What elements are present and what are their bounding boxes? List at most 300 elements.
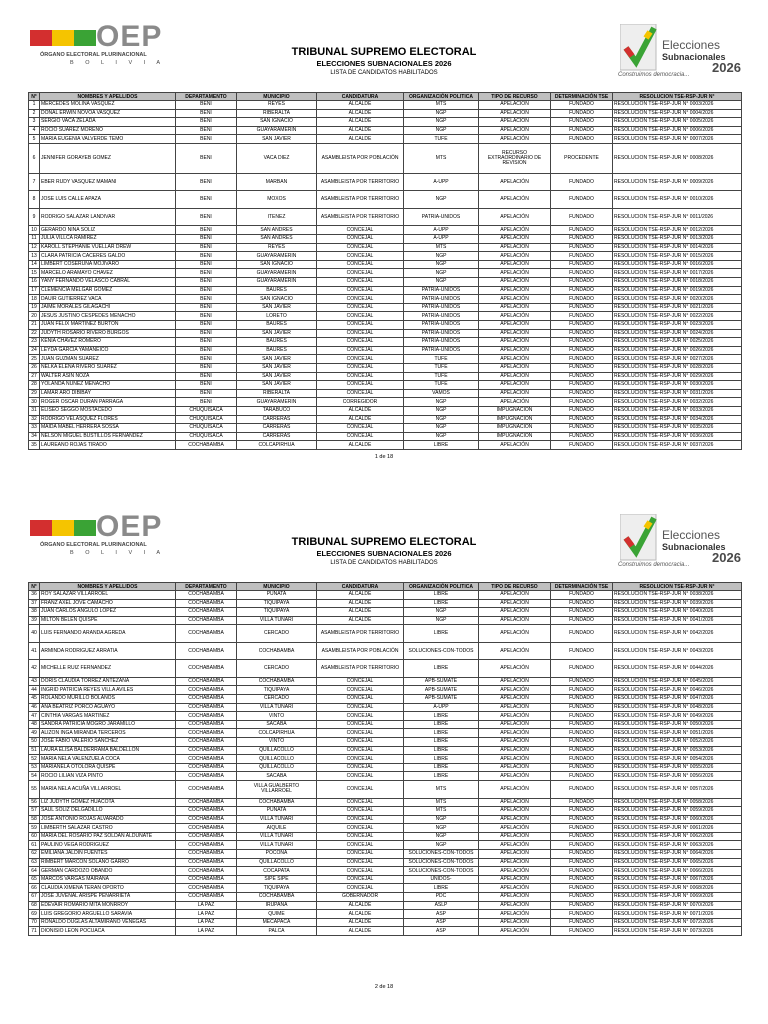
oep-logo-text: OEP	[96, 20, 163, 53]
document-subtitle: ELECCIONES SUBNACIONALES 2026	[316, 59, 452, 68]
table-cell: FUNDADO	[551, 208, 613, 226]
table-row	[29, 824, 742, 833]
table-row	[29, 599, 742, 608]
table-cell: CONCEJAL	[317, 832, 404, 841]
table-cell: EDEVAIR ROMARIO MITA MONRROY	[40, 901, 176, 910]
table-cell: NGP	[404, 278, 479, 287]
table-cell: CARRERAS	[237, 424, 317, 433]
table-cell: RESOLUCION TSE-RSP-JUR N° 0067/2026	[613, 875, 742, 884]
table-cell: ALCALDE	[317, 441, 404, 450]
table-cell: COCHABAMBA	[176, 660, 237, 678]
table-cell: FUNDADO	[551, 841, 613, 850]
election-logo-line1: Elecciones	[662, 528, 721, 542]
table-cell: LIBRE	[404, 763, 479, 772]
table-row	[29, 424, 742, 433]
table-cell: FUNDADO	[551, 867, 613, 876]
table-cell: FUNDADO	[551, 363, 613, 372]
checkmark-icon	[620, 24, 660, 74]
table-cell: CLAUDIA XIMENA TERAN OPORTO	[40, 884, 176, 893]
table-cell: APELACIÓN	[479, 729, 551, 738]
table-cell: CONCEJAL	[317, 755, 404, 764]
table-row	[29, 772, 742, 781]
table-cell: BENI	[176, 126, 237, 135]
table-cell: FUNDADO	[551, 441, 613, 450]
table-cell: 4	[29, 126, 40, 135]
table-cell: CONCEJAL	[317, 424, 404, 433]
table-cell: JUAN CARLOS ANGULO LOPEZ	[40, 608, 176, 617]
table-cell: 53	[29, 763, 40, 772]
table-cell: RIMBERT MARCON SOLANO GARRO	[40, 858, 176, 867]
table-cell: FUNDADO	[551, 755, 613, 764]
table-cell: FUNDADO	[551, 772, 613, 781]
table-row	[29, 235, 742, 244]
table-cell: SAN JAVIER	[237, 372, 317, 381]
table-cell: RESOLUCION TSE-RSP-JUR N° 0044/2026	[613, 660, 742, 678]
table-cell: ANA BEATRIZ PORCO AGUAYO	[40, 703, 176, 712]
table-cell: CONCEJAL	[317, 686, 404, 695]
table-cell: APELACIÓN	[479, 303, 551, 312]
table-cell: BENI	[176, 321, 237, 330]
table-row	[29, 712, 742, 721]
table-cell: REYES	[237, 101, 317, 110]
table-cell: CONCEJAL	[317, 807, 404, 816]
table-cell: RESOLUCION TSE-RSP-JUR N° 0047/2026	[613, 695, 742, 704]
table-cell: NGP	[404, 118, 479, 127]
table-cell: FUNDADO	[551, 329, 613, 338]
table-cell: ASAMBLEISTA POR TERRITORIO	[317, 191, 404, 209]
table-cell: FUNDADO	[551, 798, 613, 807]
table-cell: COCHABAMBA	[176, 599, 237, 608]
table-cell: FUNDADO	[551, 832, 613, 841]
table-cell: 7	[29, 173, 40, 191]
table-cell: BENI	[176, 191, 237, 209]
table-cell: NGP	[404, 126, 479, 135]
table-cell: APB-SUMATE	[404, 686, 479, 695]
table-cell: 39	[29, 616, 40, 625]
table-cell: FUNDADO	[551, 243, 613, 252]
table-cell: CONCEJAL	[317, 738, 404, 747]
table-cell: BENI	[176, 226, 237, 235]
table-cell: CONCEJAL	[317, 243, 404, 252]
table-cell: COCHABAMBA	[176, 815, 237, 824]
table-cell: VILLA TUNARI	[237, 815, 317, 824]
table-cell: PROCEDENTE	[551, 143, 613, 173]
table-row	[29, 243, 742, 252]
table-cell: APELACIÓN	[479, 191, 551, 209]
table-cell: NGP	[404, 406, 479, 415]
table-cell: ROY SALAZAR VILLARROEL	[40, 591, 176, 600]
table-cell: BENI	[176, 101, 237, 110]
table-row	[29, 703, 742, 712]
table-cell: 44	[29, 686, 40, 695]
table-cell: APELACIÓN	[479, 677, 551, 686]
table-cell: FUNDADO	[551, 729, 613, 738]
table-header-row	[29, 93, 742, 101]
table-cell: LAURA ELISA BALDERRAMA BALDELLON	[40, 746, 176, 755]
table-cell: RESOLUCION TSE-RSP-JUR N° 0029/2026	[613, 372, 742, 381]
table-cell: COCHABAMBA	[176, 441, 237, 450]
table-cell: APELACIÓN	[479, 807, 551, 816]
table-cell: RESOLUCION TSE-RSP-JUR N° 0019/2026	[613, 286, 742, 295]
table-cell: CONCEJAL	[317, 824, 404, 833]
table-cell: FUNDADO	[551, 321, 613, 330]
table-cell: APELACIÓN	[479, 338, 551, 347]
table-cell: 40	[29, 625, 40, 643]
table-cell: RECURSO EXTRAORDINARIO DE REVISION	[479, 143, 551, 173]
table-cell: FUNDADO	[551, 858, 613, 867]
table-cell: RIBERALTA	[237, 389, 317, 398]
table-cell: CONCEJAL	[317, 312, 404, 321]
table-cell: APELACIÓN	[479, 625, 551, 643]
table-cell: COCHABAMBA	[176, 686, 237, 695]
table-cell: 21	[29, 321, 40, 330]
table-cell: APELACIÓN	[479, 295, 551, 304]
table-row	[29, 850, 742, 859]
table-cell: RESOLUCION TSE-RSP-JUR N° 0005/2026	[613, 118, 742, 127]
page-number: 2 de 18	[374, 984, 394, 990]
table-cell: JOSE JUVENAL ARISPE PEÑARRIETA	[40, 893, 176, 902]
table-row	[29, 591, 742, 600]
table-cell: MARCOS VARGAS MAIRANA	[40, 875, 176, 884]
table-cell: APELACIÓN	[479, 346, 551, 355]
table-cell: COCHABAMBA	[176, 781, 237, 799]
table-cell: CONCEJAL	[317, 278, 404, 287]
table-cell: PATRIA-UNIDOS	[404, 312, 479, 321]
table-cell: ALCALDE	[317, 927, 404, 936]
table-row	[29, 686, 742, 695]
table-cell: COCHABAMBA	[176, 712, 237, 721]
table-row	[29, 269, 742, 278]
table-row	[29, 858, 742, 867]
table-cell: RESOLUCION TSE-RSP-JUR N° 0060/2026	[613, 815, 742, 824]
table-cell: APELACIÓN	[479, 850, 551, 859]
table-cell: RESOLUCION TSE-RSP-JUR N° 0041/2026	[613, 616, 742, 625]
table-cell: APELACIÓN	[479, 755, 551, 764]
table-cell: APELACIÓN	[479, 321, 551, 330]
table-cell: VILLA GUALBERTO VILLARROEL	[237, 781, 317, 799]
document-title: TRIBUNAL SUPREMO ELECTORAL	[291, 46, 477, 58]
table-cell: CHUQUISACA	[176, 424, 237, 433]
table-cell: RESOLUCION TSE-RSP-JUR N° 0025/2026	[613, 338, 742, 347]
table-cell: CORREGIDOR	[317, 398, 404, 407]
table-cell: ALCALDE	[317, 109, 404, 118]
table-cell: 13	[29, 252, 40, 261]
table-cell: APELACIÓN	[479, 355, 551, 364]
table-cell: ASAMBLEISTA POR POBLACIÓN	[317, 143, 404, 173]
table-row	[29, 109, 742, 118]
table-cell: COCHABAMBA	[176, 591, 237, 600]
table-cell: REYES	[237, 243, 317, 252]
table-cell: SAN ANDRES	[237, 235, 317, 244]
table-cell: WALTER ASIN NOZA	[40, 372, 176, 381]
table-cell: FUNDADO	[551, 677, 613, 686]
table-cell: FUNDADO	[551, 807, 613, 816]
table-cell: MERCEDES MOLINA VASQUEZ	[40, 101, 176, 110]
table-row	[29, 135, 742, 144]
table-cell: NGP	[404, 415, 479, 424]
table-cell: LA PAZ	[176, 910, 237, 919]
table-cell: 60	[29, 832, 40, 841]
column-header: NOMBRES Y APELLIDOS	[40, 93, 176, 101]
table-cell: RESOLUCION TSE-RSP-JUR N° 0051/2026	[613, 729, 742, 738]
table-cell: 24	[29, 346, 40, 355]
table-cell: RESOLUCION TSE-RSP-JUR N° 0021/2026	[613, 303, 742, 312]
table-cell: LIMBERT COSERUNA MOJIVARO	[40, 260, 176, 269]
table-cell: FUNDADO	[551, 173, 613, 191]
table-cell: FUNDADO	[551, 875, 613, 884]
table-cell: APELACIÓN	[479, 746, 551, 755]
table-cell: 35	[29, 441, 40, 450]
column-header: TIPO DE RECURSO	[479, 93, 551, 101]
table-row	[29, 901, 742, 910]
table-cell: 37	[29, 599, 40, 608]
table-cell: BENI	[176, 173, 237, 191]
table-cell: APELACIÓN	[479, 642, 551, 660]
table-cell: APELACIÓN	[479, 135, 551, 144]
table-row	[29, 875, 742, 884]
table-cell: BENI	[176, 109, 237, 118]
table-cell: BENI	[176, 243, 237, 252]
table-cell: DIONISIO LEON POCUACA	[40, 927, 176, 936]
table-cell: ALCALDE	[317, 591, 404, 600]
table-row	[29, 191, 742, 209]
table-cell: RESOLUCION TSE-RSP-JUR N° 0016/2026	[613, 260, 742, 269]
table-cell: PATRIA-UNIDOS	[404, 346, 479, 355]
table-cell: BENI	[176, 398, 237, 407]
table-cell: 32	[29, 415, 40, 424]
table-cell: FUNDADO	[551, 746, 613, 755]
table-cell: FUNDADO	[551, 235, 613, 244]
table-cell: TIQUIPAYA	[237, 686, 317, 695]
table-cell: 52	[29, 755, 40, 764]
election-logo-year: 2026	[712, 60, 741, 75]
table-cell: VILLA TUNARI	[237, 832, 317, 841]
table-cell: LIBRE	[404, 625, 479, 643]
table-cell: 45	[29, 695, 40, 704]
table-cell: APELACIÓN	[479, 118, 551, 127]
page-number: 1 de 18	[374, 454, 394, 460]
column-header: MUNICIPIO	[237, 93, 317, 101]
table-cell: FUNDADO	[551, 406, 613, 415]
table-cell: FUNDADO	[551, 720, 613, 729]
table-cell: LA PAZ	[176, 918, 237, 927]
table-cell: 20	[29, 312, 40, 321]
table-cell: QUIME	[237, 910, 317, 919]
table-cell: MTS	[404, 143, 479, 173]
table-cell: LEYDA GARCIA YAMANEICO	[40, 346, 176, 355]
table-row	[29, 746, 742, 755]
table-cell: 63	[29, 858, 40, 867]
table-cell: COCHABAMBA	[176, 729, 237, 738]
table-cell: 30	[29, 398, 40, 407]
table-cell: RESOLUCION TSE-RSP-JUR N° 0009/2026	[613, 173, 742, 191]
table-cell: SAN ANDRES	[237, 226, 317, 235]
table-row	[29, 101, 742, 110]
table-cell: JAIME MORALES GILAGACHI	[40, 303, 176, 312]
table-row	[29, 798, 742, 807]
table-cell: APELACIÓN	[479, 712, 551, 721]
table-row	[29, 208, 742, 226]
table-cell: 61	[29, 841, 40, 850]
table-cell: APELACIÓN	[479, 720, 551, 729]
table-cell: ALCALDE	[317, 101, 404, 110]
table-cell: NGP	[404, 824, 479, 833]
table-cell: SAN IGNACIO	[237, 118, 317, 127]
table-cell: ALCALDE	[317, 608, 404, 617]
table-cell: CONCEJAL	[317, 781, 404, 799]
table-cell: APELACIÓN	[479, 703, 551, 712]
table-cell: COLCAPIRHUA	[237, 441, 317, 450]
table-cell: LIBRE	[404, 738, 479, 747]
table-cell: CONCEJAL	[317, 260, 404, 269]
table-cell: JOSE FABIO VALERIO SANCHEZ	[40, 738, 176, 747]
table-cell: 11	[29, 235, 40, 244]
table-cell: FUNDADO	[551, 135, 613, 144]
table-cell: PALCA	[237, 927, 317, 936]
table-cell: APELACIÓN	[479, 398, 551, 407]
table-cell: RESOLUCION TSE-RSP-JUR N° 0043/2026	[613, 642, 742, 660]
table-row	[29, 252, 742, 261]
table-cell: COCHABAMBA	[176, 720, 237, 729]
table-cell: APELACIÓN	[479, 884, 551, 893]
table-cell: 65	[29, 875, 40, 884]
table-cell: COCHABAMBA	[237, 642, 317, 660]
table-cell: RESOLUCION TSE-RSP-JUR N° 0032/2026	[613, 398, 742, 407]
table-cell: ALCALDE	[317, 901, 404, 910]
table-cell: CONCEJAL	[317, 867, 404, 876]
table-cell: NGP	[404, 109, 479, 118]
table-cell: CONCEJAL	[317, 372, 404, 381]
table-cell: GUAYARAMERIN	[237, 126, 317, 135]
table-cell: FUNDADO	[551, 893, 613, 902]
table-cell: 48	[29, 720, 40, 729]
table-row	[29, 381, 742, 390]
table-cell: 19	[29, 303, 40, 312]
table-cell: ROLANDO MURILLO BOLAÑOS	[40, 695, 176, 704]
table-cell: SACABA	[237, 772, 317, 781]
table-cell: NELKA ELENA RIVERO SUAREZ	[40, 363, 176, 372]
country-name: B O L I V I A	[70, 60, 166, 66]
table-cell: COCHABAMBA	[176, 608, 237, 617]
table-cell: RESOLUCION TSE-RSP-JUR N° 0039/2026	[613, 599, 742, 608]
table-cell: 58	[29, 815, 40, 824]
table-cell: APELACIÓN	[479, 243, 551, 252]
table-row	[29, 695, 742, 704]
table-cell: BAURES	[237, 346, 317, 355]
table-row	[29, 927, 742, 936]
table-cell: APB-SUMATE	[404, 677, 479, 686]
table-cell: BENI	[176, 260, 237, 269]
table-cell: APELACIÓN	[479, 772, 551, 781]
table-cell: ASLP	[404, 901, 479, 910]
table-cell: SOLUCIONES-CON-TODOS	[404, 867, 479, 876]
table-cell: BENI	[176, 338, 237, 347]
table-cell: A-UPP	[404, 173, 479, 191]
table-row	[29, 278, 742, 287]
table-cell: COCHABAMBA	[176, 875, 237, 884]
table-cell: CARRERAS	[237, 415, 317, 424]
table-cell: CONCEJAL	[317, 355, 404, 364]
table-row	[29, 918, 742, 927]
table-cell: BENI	[176, 389, 237, 398]
table-cell: 12	[29, 243, 40, 252]
table-cell: APELACIÓN	[479, 910, 551, 919]
table-cell: RESOLUCION TSE-RSP-JUR N° 0048/2026	[613, 703, 742, 712]
table-cell: ALCALDE	[317, 135, 404, 144]
table-cell: RESOLUCION TSE-RSP-JUR N° 0046/2026	[613, 686, 742, 695]
table-row	[29, 625, 742, 643]
table-cell: MAIDA MABEL HERRERA SOSSA	[40, 424, 176, 433]
table-cell: ASP	[404, 927, 479, 936]
table-row	[29, 126, 742, 135]
table-cell: 3	[29, 118, 40, 127]
document-title: TRIBUNAL SUPREMO ELECTORAL	[291, 536, 477, 548]
table-cell: APELACIÓN	[479, 208, 551, 226]
table-cell: SOLUCIONES-CON-TODOS	[404, 642, 479, 660]
table-cell: 51	[29, 746, 40, 755]
table-cell: FUNDADO	[551, 338, 613, 347]
table-cell: IMPUGNACIÓN	[479, 424, 551, 433]
table-row	[29, 415, 742, 424]
table-cell: SAN JAVIER	[237, 355, 317, 364]
table-cell: NGP	[404, 432, 479, 441]
table-cell: TUFE	[404, 381, 479, 390]
table-cell: NGP	[404, 841, 479, 850]
table-cell: 15	[29, 269, 40, 278]
table-cell: RESOLUCION TSE-RSP-JUR N° 0028/2026	[613, 363, 742, 372]
table-cell: 16	[29, 278, 40, 287]
column-header: DETERMINACIÓN TSE	[551, 583, 613, 591]
table-cell: FUNDADO	[551, 695, 613, 704]
table-cell: CONCEJAL	[317, 389, 404, 398]
election-logo	[618, 24, 741, 84]
table-cell: ELISEO SEGGO MOSTACEDO	[40, 406, 176, 415]
table-cell: GUAYARAMERIN	[237, 278, 317, 287]
table-cell: CONCEJAL	[317, 338, 404, 347]
table-cell: DAUIR GUTIERREZ VACA	[40, 295, 176, 304]
table-cell: 23	[29, 338, 40, 347]
checkmark-icon	[620, 514, 660, 564]
table-cell: RESOLUCION TSE-RSP-JUR N° 0037/2026	[613, 441, 742, 450]
table-cell: APELACIÓN	[479, 252, 551, 261]
table-cell: APELACIÓN	[479, 867, 551, 876]
table-cell: 8	[29, 191, 40, 209]
table-cell: RESOLUCION TSE-RSP-JUR N° 0038/2026	[613, 591, 742, 600]
table-cell: GERMAN CARDOZO OBANDO	[40, 867, 176, 876]
table-cell: ASAMBLEISTA POR TERRITORIO	[317, 660, 404, 678]
table-cell: PATRIA-UNIDOS	[404, 321, 479, 330]
table-cell: GOBERNADOR	[317, 893, 404, 902]
table-cell: CONCEJAL	[317, 677, 404, 686]
table-cell: APELACIÓN	[479, 372, 551, 381]
table-cell: LIBRE	[404, 755, 479, 764]
table-cell: MECAPACA	[237, 918, 317, 927]
table-cell: SAN JAVIER	[237, 303, 317, 312]
table-cell: 36	[29, 591, 40, 600]
table-cell: CONCEJAL	[317, 346, 404, 355]
table-cell: FUNDADO	[551, 850, 613, 859]
table-cell: ASP	[404, 910, 479, 919]
table-cell: APELACIÓN	[479, 832, 551, 841]
election-logo-line2: Subnacionales	[662, 52, 726, 62]
table-row	[29, 807, 742, 816]
table-cell: 70	[29, 918, 40, 927]
table-cell: GUAYARAMERIN	[237, 398, 317, 407]
table-cell: QUILLACOLLO	[237, 763, 317, 772]
table-cell: 62	[29, 850, 40, 859]
table-cell: CONCEJAL	[317, 858, 404, 867]
table-cell: APELACIÓN	[479, 608, 551, 617]
